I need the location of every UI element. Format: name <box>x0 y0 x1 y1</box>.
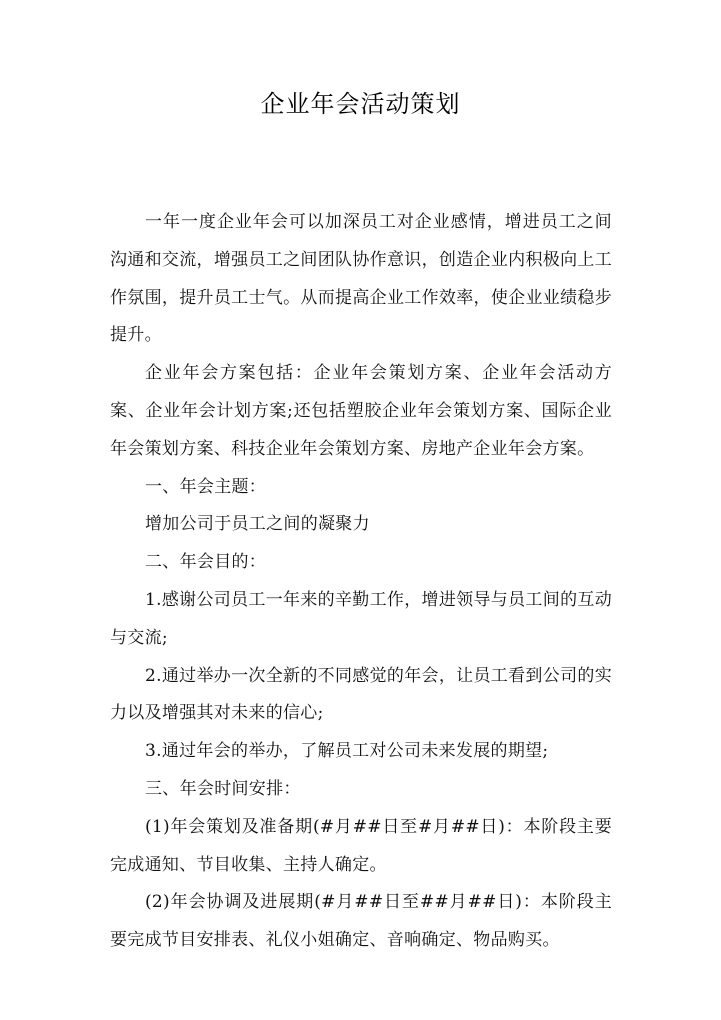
heading-schedule: 三、年会时间安排： <box>145 778 301 799</box>
document-body <box>110 204 612 960</box>
purpose-item-2: 2.通过举办一次全新的不同感觉的年会，让员工看到公司的实力以及增强其对未来的信心; <box>110 665 612 724</box>
paragraph-intro: 一年一度企业年会可以加深员工对企业感情，增进员工之间沟通和交流，增强员工之间团队协作意识，创造企业内积极向上工作氛围，提升员工士气。从而提高企业工作效率，使企业业绩稳步提升。 <box>110 212 612 346</box>
paragraph-theme: 增加公司于员工之间的凝聚力 <box>145 514 370 535</box>
purpose-item-3: 3.通过年会的举办，了解员工对公司未来发展的期望; <box>145 741 549 762</box>
document-title: 企业年会活动策划 <box>260 90 461 118</box>
heading-theme: 一、年会主题： <box>145 476 267 497</box>
schedule-item-2: (2)年会协调及进展期(#月##日至##月##日)：本阶段主要完成节目安排表、礼仪小姐确定、音响确定、物品购买。 <box>110 892 612 951</box>
paragraph-plan-types: 企业年会方案包括：企业年会策划方案、企业年会活动方案、企业年会计划方案;还包括塑胶企业年会策划方案、国际企业年会策划方案、科技企业年会策划方案、房地产企业年会方案。 <box>110 363 612 459</box>
purpose-item-1: 1.感谢公司员工一年来的辛勤工作，增进领导与员工间的互动与交流; <box>110 589 612 648</box>
heading-purpose: 二、年会目的： <box>145 552 267 573</box>
schedule-item-1: (1)年会策划及准备期(#月##日至#月##日)：本阶段主要完成通知、节目收集、主持人确定。 <box>110 816 612 875</box>
